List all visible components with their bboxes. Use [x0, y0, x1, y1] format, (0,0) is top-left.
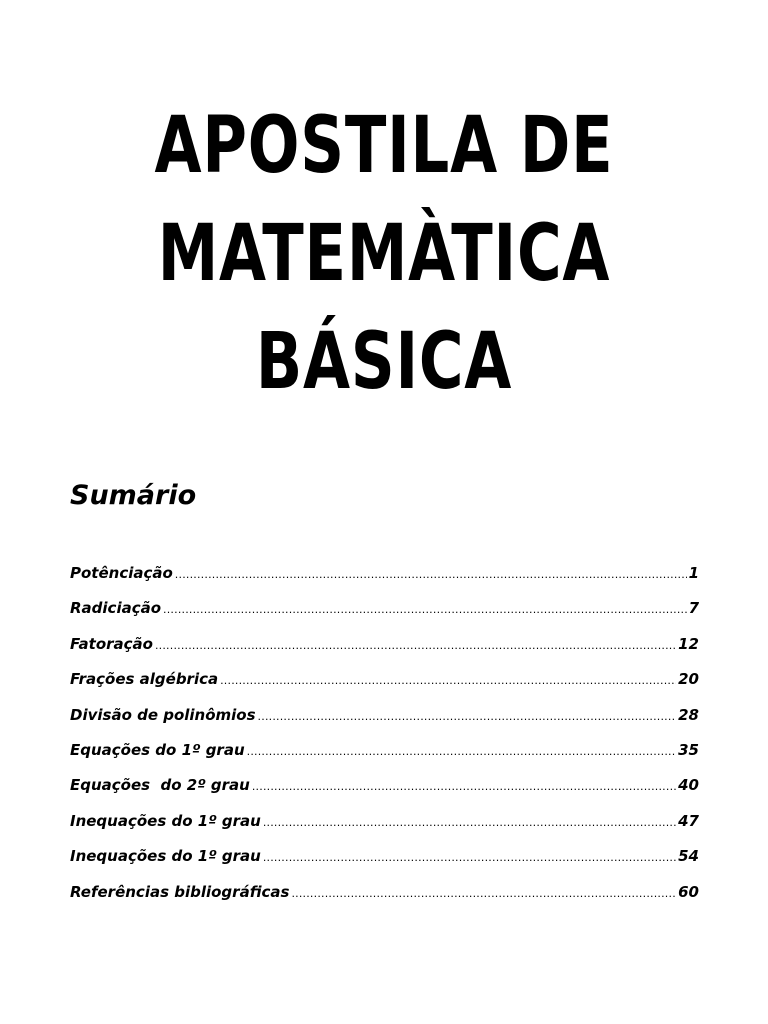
toc-dot-leader: [247, 734, 677, 769]
toc-entry-label: Radiciação: [70, 599, 162, 618]
toc-dot-leader: [263, 805, 676, 840]
summary-heading: Sumário: [70, 480, 197, 511]
toc-entry-label: Equações do 1º grau: [70, 740, 245, 759]
toc-entry-page: 1: [688, 564, 699, 582]
toc-entry-page: 12: [678, 634, 699, 653]
toc-entry-page: 54: [678, 847, 699, 866]
toc-dot-leader: [163, 592, 687, 627]
toc-entry-label: Inequações do 1º grau: [70, 811, 261, 830]
toc-entry-divisao-de-polinomios: [70, 698, 699, 733]
cover-title-line-2: MATEMÀTICA: [157, 209, 611, 299]
toc-dot-leader: [258, 699, 677, 734]
toc-entry-inequacoes-1-grau-second: [70, 839, 699, 874]
toc-entry-page: 47: [678, 811, 699, 830]
toc-entry-page: 40: [678, 776, 699, 795]
toc-entry-label: Potênciação: [70, 564, 173, 582]
toc-entry-potenciacao: [70, 556, 699, 591]
toc-dot-leader: [220, 663, 676, 698]
toc-entry-label: Referências bibliográficas: [70, 882, 290, 901]
toc-dot-leader: [263, 840, 676, 875]
toc-entry-radiciacao: [70, 591, 699, 626]
toc-entry-page: 7: [688, 599, 699, 618]
toc-dot-leader: [175, 557, 687, 592]
toc-dot-leader: [155, 628, 676, 663]
cover-title-line-1: APOSTILA DE: [154, 101, 614, 191]
toc-entry-label: Equações do 2º grau: [70, 776, 250, 795]
toc-entry-page: 35: [678, 740, 699, 759]
cover-title: [84, 92, 683, 416]
toc-entry-referencias-bibliograficas: [70, 875, 699, 910]
toc-entry-equacoes-2-grau: [70, 768, 699, 803]
toc-entry-label: Frações algébrica: [70, 670, 219, 689]
table-of-contents: [70, 556, 699, 910]
toc-entry-inequacoes-1-grau: [70, 804, 699, 839]
toc-entry-fracoes-algebrica: [70, 662, 699, 697]
toc-dot-leader: [291, 876, 676, 911]
toc-entry-page: 60: [678, 882, 699, 901]
cover-title-line-3: BÁSICA: [255, 317, 513, 407]
toc-entry-page: 20: [678, 670, 699, 689]
toc-entry-label: Inequações do 1º grau: [70, 847, 261, 866]
toc-entry-label: Divisão de polinômios: [70, 705, 256, 724]
toc-entry-page: 28: [678, 705, 699, 724]
toc-entry-label: Fatoração: [70, 634, 153, 653]
toc-entry-equacoes-1-grau: [70, 733, 699, 768]
toc-dot-leader: [252, 769, 676, 804]
toc-entry-fatoracao: [70, 627, 699, 662]
